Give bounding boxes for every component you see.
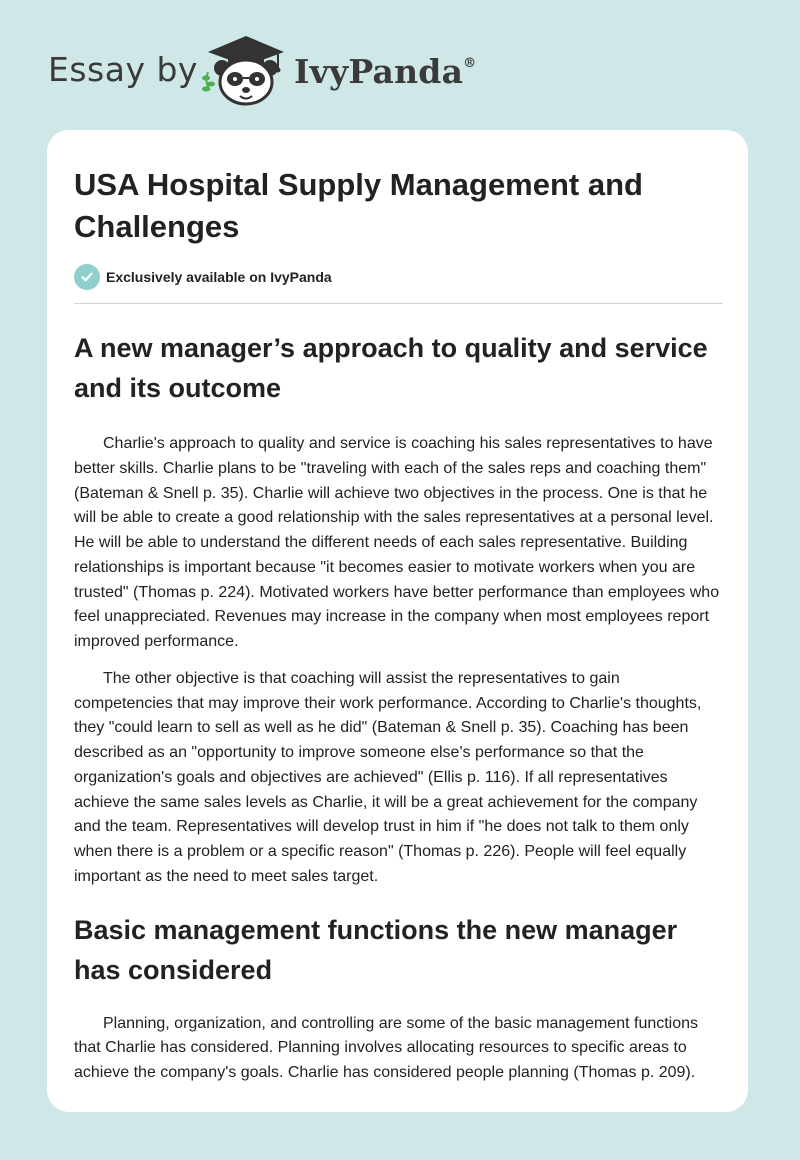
panda-logo-icon[interactable] [198,32,294,108]
section-heading: A new manager’s approach to quality and service and its outcome [74,333,708,403]
title-divider [74,303,723,304]
site-header [0,0,800,130]
check-circle-icon [74,264,100,290]
section-body [74,432,721,890]
exclusive-badge-text: Exclusively available on IvyPanda [106,269,332,285]
section-heading: Basic management functions the new manager has considered [74,914,678,985]
body-paragraph: The other objective is that coaching will assist the representatives to gain competencies that may improve their work performance. According to Charlie's thoughts, they "could learn to sell as well as he did" (Bateman & Snell p. 35). Coaching has been described as an "opportunity to improve someone else's performance so that the organization's goals and objectives are achieved" (Ellis p. 116). If all representatives achieve the same sales levels as Charlie, it will be a great achievement for the company and the team. Representatives will develop trust in him if "he does not talk to them only when there is a problem or a specific reason" (Thomas p. 226). People will feel equally important as the need to meet sales target. [74,669,702,885]
brand-name[interactable] [294,52,476,91]
section-body [74,1012,721,1086]
essay-by-label: Essay by [48,50,198,89]
section-management-functions [74,910,721,1086]
body-paragraph: Planning, organization, and controlling are some of the basic management functions that Charlie has considered. Planning involves allocating resources to specific areas to achieve the company's goals. Charlie has considered people planning (Thomas p. 209). [74,1014,699,1081]
page-title: USA Hospital Supply Management and Challenges [74,167,643,244]
exclusive-badge [74,263,721,291]
body-paragraph: Charlie's approach to quality and service is coaching his sales representatives to have better skills. Charlie plans to be "traveling with each of the sales reps and coaching them" (Bateman & Snell p. 35). Charlie will achieve two objectives in the process. One is that he will be able to create a good relationship with the sales representatives at a personal level. He will be able to understand the different needs of each sales representative. Building relationships is important because "it becomes easier to motivate workers when you are trusted" (Thomas p. 224). Motivated workers have better performance than employees who feel unappreciated. Revenues may increase in the company when most employees report improved performance. [74,435,720,650]
essay-card [47,130,748,1112]
trademark-symbol: ® [463,56,477,71]
section-manager-approach [74,328,721,890]
brand-name-text: IvyPanda [294,52,464,91]
